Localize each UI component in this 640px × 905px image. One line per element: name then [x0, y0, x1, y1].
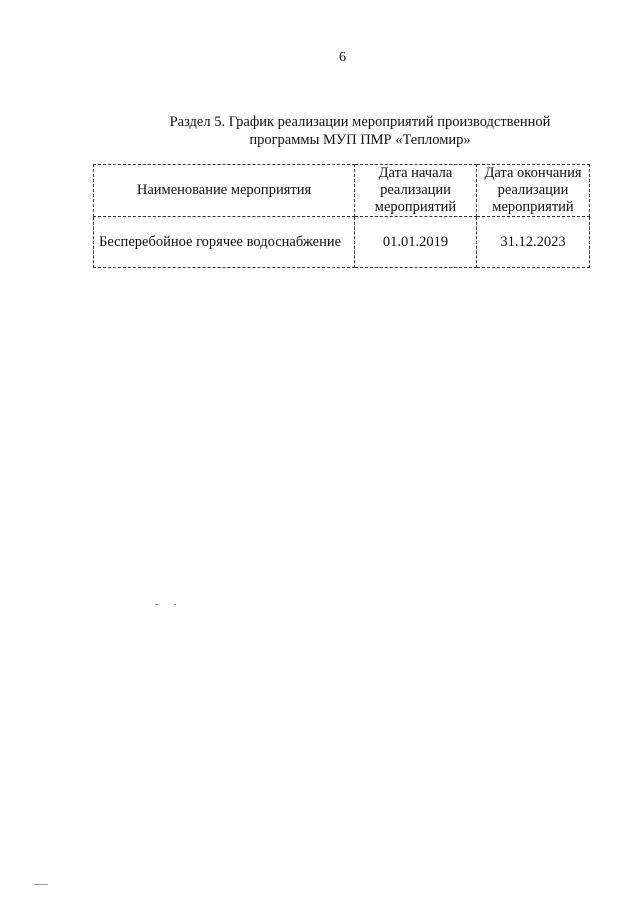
section-title-line-2: программы МУП ПМР «Тепломир» [249, 132, 471, 148]
header-end-date [477, 165, 590, 217]
header-start-date-line-2: реализации [380, 182, 451, 198]
header-activity-name-label: Наименование мероприятия [136, 182, 312, 198]
start-date-cell: 01.01.2019 [355, 217, 477, 268]
header-start-date [355, 165, 477, 217]
section-title-line-1: Раздел 5. График реализации мероприятий производственной [169, 114, 551, 130]
header-end-date-line-1: Дата окончания [484, 165, 582, 181]
section-title [150, 113, 570, 149]
header-activity-name [94, 165, 355, 217]
table-header-row [94, 165, 590, 217]
page-number: 6 [339, 50, 346, 65]
header-end-date-line-2: реализации [497, 182, 569, 198]
header-end-date-line-3: мероприятий [492, 199, 574, 215]
activity-name-cell: Бесперебойное горячее водоснабжение [94, 217, 355, 268]
scan-artifact [174, 604, 176, 605]
scan-artifact [34, 884, 48, 885]
header-start-date-line-3: мероприятий [374, 199, 457, 215]
end-date-cell: 31.12.2023 [477, 217, 590, 268]
schedule-table [93, 164, 590, 268]
header-start-date-line-1: Дата начала [378, 165, 453, 181]
table-row [94, 217, 590, 268]
scan-artifact [155, 604, 158, 605]
